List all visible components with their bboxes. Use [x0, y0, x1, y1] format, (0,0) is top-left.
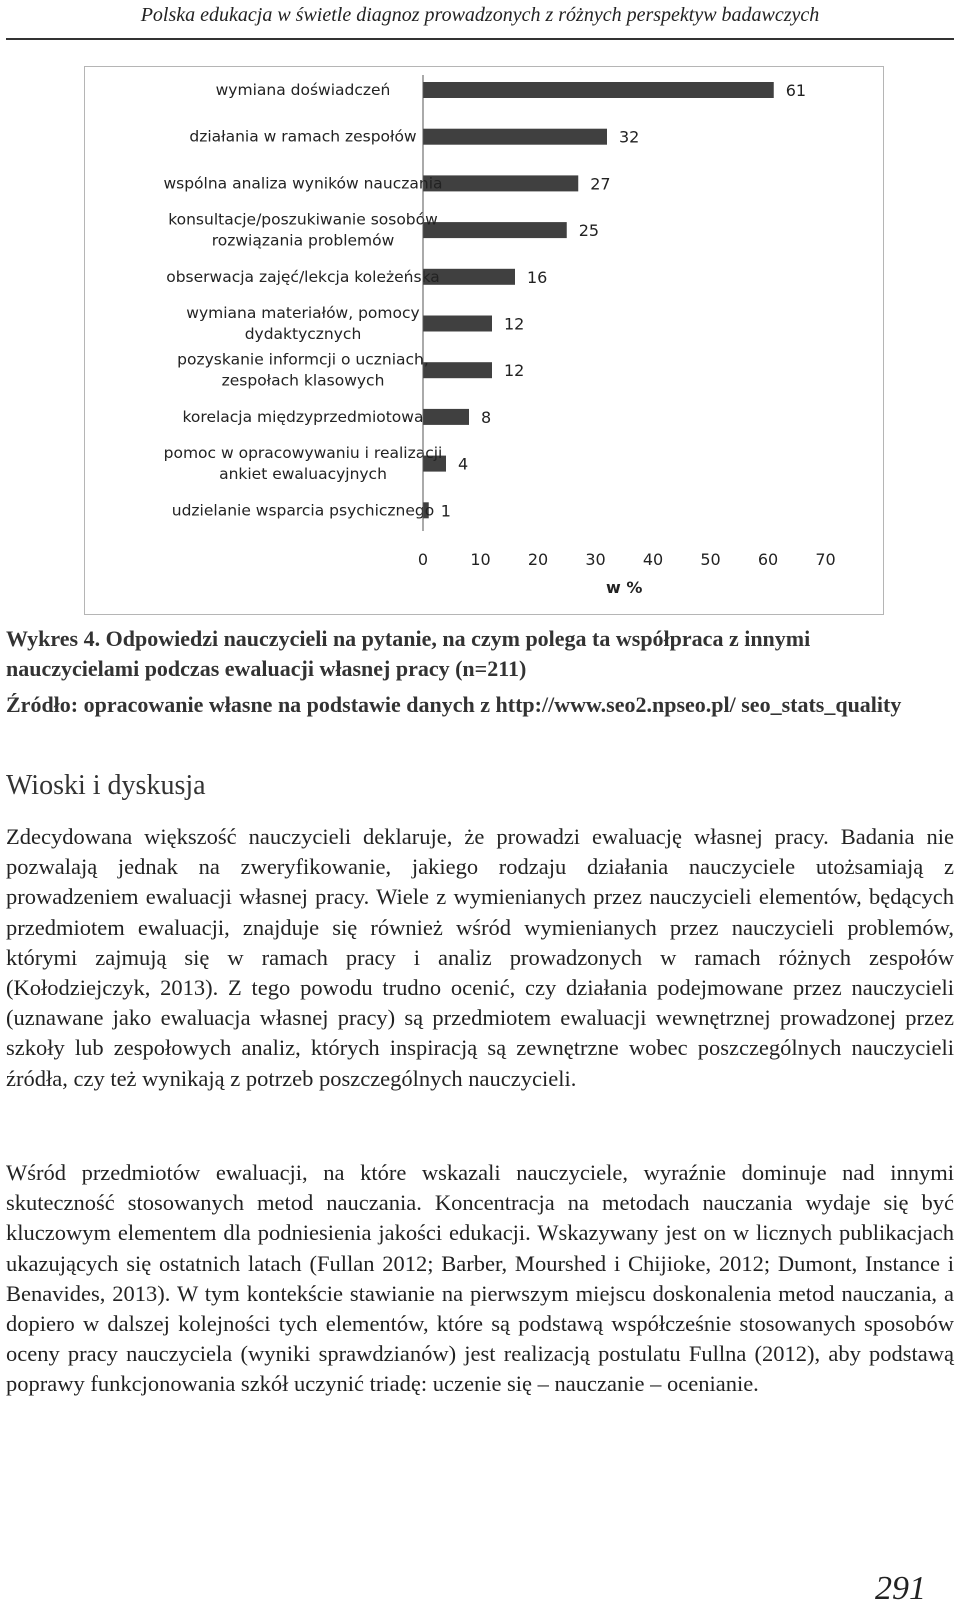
chart-tick-label: 30 [585, 550, 606, 569]
chart-category-label: obserwacja zajęć/lekcja koleżeńska [166, 267, 440, 286]
chart-category-label: ankiet ewaluacyjnych [219, 465, 387, 484]
chart-category-label: konsultacje/poszukiwanie sosobów [168, 210, 438, 229]
chart-category-label: działania w ramach zespołów [189, 127, 417, 146]
chart-category-label: zespołach klasowych [221, 371, 385, 390]
chart-category-label: wspólna analiza wyników nauczania [163, 174, 443, 193]
bar-chart [84, 66, 884, 615]
chart-tick-label: 10 [470, 550, 491, 569]
chart-data-label: 27 [590, 174, 611, 194]
chart-data-label: 16 [527, 267, 548, 287]
chart-bar [423, 409, 469, 425]
body-paragraph: Zdecydowana większość nauczycieli deklaruje, że prowadzi ewaluację własnej pracy. Badania nie pozwalają jednak na zweryfikowanie, jakiego rodzaju działania nauczyciele utożsamiają z prowadzeniem ewaluacji własnej pracy. Wiele z wymienianych przez nauczycieli elementów, będących przedmiotem ewaluacji, znajduje się również wśród wymienianych przez nauczycieli problemów, którymi zajmują się w ramach pracy i analiz prowadzonych w ramach różnych zespołów (Kołodziejczyk, 2013). Z tego powodu trudno ocenić, czy działania podejmowane przez nauczycieli (uznawane jako ewaluacja własnej pracy) są przedmiotem ewaluacji wewnętrznej prowadzonej przez szkoły lub zespołowych analiz, których inspiracją są zewnętrzne wobec poszczególnych nauczycieli źródła, czy też wynikają z potrzeb poszczególnych nauczycieli. [6, 824, 954, 1091]
chart-category-label: wymiana materiałów, pomocy [186, 304, 420, 322]
chart-category-label: pomoc w opracowywaniu i realizacji [163, 444, 443, 463]
chart-bar [423, 82, 774, 98]
body-paragraph: Wśród przedmiotów ewaluacji, na które wskazali nauczyciele, wyraźnie dominuje nad innymi skuteczność stosowanych metod nauczania. Koncentracja na metodach nauczania wydaje się być kluczowym elementem dla podniesienia jakości edukacji. Wskazywany jest on w licznych publikacjach ukazujących się ostatnich latach (Fullan 2012; Barber, Mourshed i Chijioke, 2012; Dumont, Instance i Benavides, 2013). W tym kontekście stawianie na pierwszym miejscu doskonalenia metod nauczania, a dopiero w dalszej kolejności tych elementów, które są podstawą współcześnie stosowanych sposobów oceny pracy nauczyciela (wyniki sprawdzianów) jest realizacją postulatu Fullna (2012), aby podstawą poprawy funkcjonowania szkół uczynić triadę: uczenie się – nauczanie – ocenianie. [6, 1160, 954, 1397]
chart-tick-label: 0 [417, 550, 429, 569]
chart-category-label: wymiana doświadczeń [215, 81, 391, 99]
page-number: 291 [875, 1570, 926, 1607]
chart-category-label: dydaktycznych [244, 325, 362, 343]
chart-data-label: 4 [458, 454, 469, 474]
chart-tick-label: 50 [700, 550, 721, 569]
chart-data-label: 12 [504, 314, 525, 334]
chart-data-label: 12 [504, 361, 525, 381]
chart-bar [423, 316, 492, 332]
chart-bar [423, 362, 492, 378]
chart-tick-label: 60 [757, 550, 779, 569]
chart-bar [423, 175, 578, 191]
chart-canvas [85, 67, 885, 616]
chart-axis-title: w % [606, 578, 643, 597]
chart-data-label: 61 [785, 81, 807, 100]
figure-source: Źródło: opracowanie własne na podstawie danych z http://www.seo2.npseo.pl/ seo_stats_quality [6, 692, 902, 717]
chart-bar [423, 129, 607, 145]
header-rule [6, 38, 954, 40]
section-heading: Wioski i dyskusja [6, 770, 206, 801]
chart-data-label: 1 [440, 501, 451, 521]
chart-category-label: korelacja międzyprzedmiotowa [182, 407, 424, 426]
figure-caption: Wykres 4. Odpowiedzi nauczycieli na pytanie, na czym polega ta współpraca z innymi nauczycielami podczas ewaluacji własnej pracy (n=211) [6, 626, 811, 681]
chart-bar [423, 222, 567, 238]
chart-category-label: pozyskanie informcji o uczniach, [177, 350, 429, 369]
chart-data-label: 25 [578, 221, 600, 241]
chart-tick-label: 20 [527, 550, 549, 569]
chart-category-label: rozwiązania problemów [211, 231, 395, 250]
chart-data-label: 32 [619, 127, 640, 147]
running-head: Polska edukacja w świetle diagnoz prowadzonych z różnych perspektyw badawczych [140, 4, 820, 26]
chart-data-label: 8 [481, 407, 492, 427]
chart-category-label: udzielanie wsparcia psychicznego [171, 501, 435, 520]
chart-tick-label: 40 [642, 550, 664, 569]
chart-tick-label: 70 [815, 550, 836, 569]
